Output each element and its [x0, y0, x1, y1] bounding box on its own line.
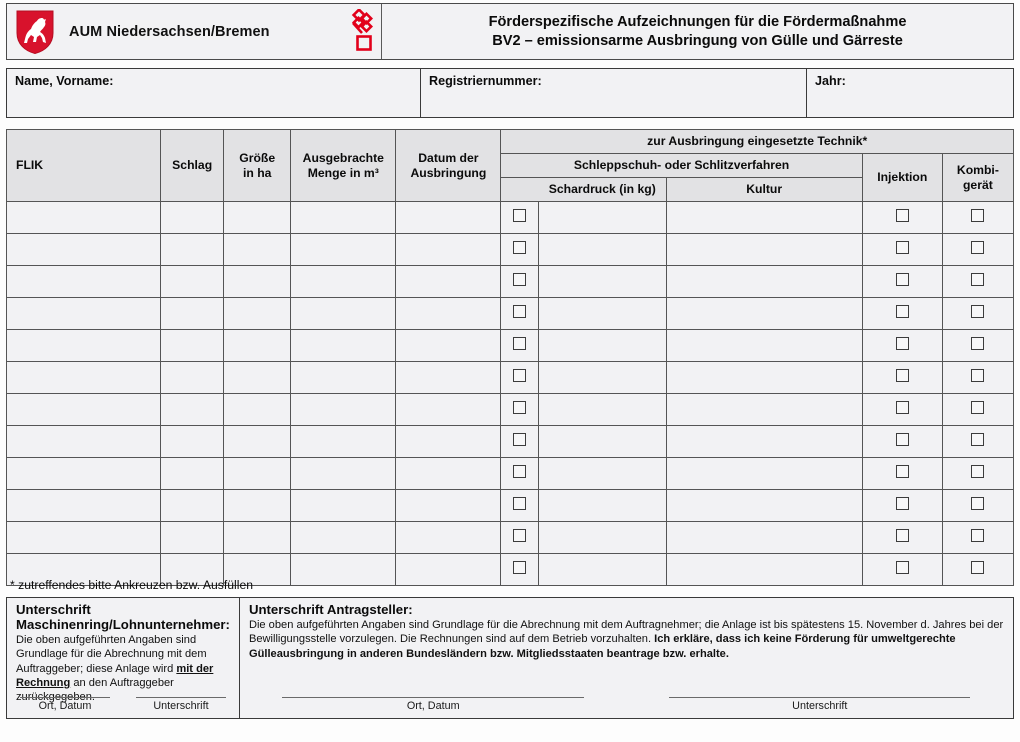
checkbox-kombigeraet[interactable] — [942, 298, 1013, 330]
lower-saxony-horse-crest-icon — [15, 9, 55, 55]
cell-datum[interactable] — [396, 394, 501, 426]
checkbox-schleppschuh-box[interactable] — [513, 529, 526, 542]
checkbox-kombigeraet-box[interactable] — [971, 465, 984, 478]
checkbox-kombigeraet-box[interactable] — [971, 497, 984, 510]
bremen-key-icon — [338, 9, 374, 55]
cell-flik[interactable] — [7, 330, 161, 362]
checkbox-kombigeraet[interactable] — [942, 266, 1013, 298]
cell-flik[interactable] — [7, 234, 161, 266]
applicant-place-date-label: Ort, Datum — [406, 700, 460, 712]
cell-schlag[interactable] — [161, 266, 224, 298]
signature-block-contractor — [7, 598, 240, 718]
applicant-signature-lines — [240, 697, 1013, 712]
title-line-2: BV2 – emissionsarme Ausbringung von Gülle und Gärreste — [492, 32, 903, 49]
checkbox-schleppschuh-box[interactable] — [513, 273, 526, 286]
cell-flik[interactable] — [7, 202, 161, 234]
checkbox-injektion-box[interactable] — [896, 433, 909, 446]
cell-flik[interactable] — [7, 426, 161, 458]
cell-kultur[interactable] — [666, 298, 862, 330]
col-header-technik-group: zur Ausbringung eingesetzte Technik* — [501, 130, 1014, 154]
checkbox-kombigeraet[interactable] — [942, 394, 1013, 426]
checkbox-schleppschuh[interactable] — [501, 554, 539, 586]
checkbox-injektion[interactable] — [862, 554, 942, 586]
cell-kultur[interactable] — [666, 362, 862, 394]
table-row — [7, 426, 1014, 458]
checkbox-injektion[interactable] — [862, 394, 942, 426]
cell-schardruck[interactable] — [539, 298, 666, 330]
table-row — [7, 202, 1014, 234]
cell-datum[interactable] — [396, 202, 501, 234]
signature-block-applicant — [240, 598, 1013, 718]
table-row — [7, 298, 1014, 330]
checkbox-kombigeraet[interactable] — [942, 202, 1013, 234]
cell-schlag[interactable] — [161, 458, 224, 490]
title-line-1: Förderspezifische Aufzeichnungen für die Fördermaßnahme — [488, 13, 907, 30]
cell-flik[interactable] — [7, 266, 161, 298]
menge-line-1: Ausgebrachte — [302, 151, 384, 165]
cell-menge[interactable] — [291, 330, 396, 362]
checkbox-kombigeraet[interactable] — [942, 554, 1013, 586]
col-header-menge — [291, 130, 396, 202]
checkbox-kombigeraet[interactable] — [942, 458, 1013, 490]
checkbox-schleppschuh-box[interactable] — [513, 369, 526, 382]
document-header — [6, 3, 1014, 60]
checkbox-injektion-box[interactable] — [896, 337, 909, 350]
applicant-place-date-rule — [282, 697, 583, 698]
identity-row — [6, 68, 1014, 118]
cell-flik[interactable] — [7, 362, 161, 394]
col-header-schlag: Schlag — [161, 130, 224, 202]
checkbox-kombigeraet-box[interactable] — [971, 529, 984, 542]
checkbox-schleppschuh[interactable] — [501, 458, 539, 490]
signature-section — [6, 597, 1014, 719]
applicant-signature-rule — [669, 697, 970, 698]
checkbox-injektion[interactable] — [862, 330, 942, 362]
checkbox-schleppschuh[interactable] — [501, 234, 539, 266]
contractor-body-part2: an den Auftraggeber zurückgegeben. — [16, 676, 174, 704]
cell-groesse[interactable] — [224, 362, 291, 394]
cell-schardruck[interactable] — [539, 554, 666, 586]
contractor-body-emphasis: mit der Rechnung — [16, 662, 214, 689]
cell-menge[interactable] — [291, 266, 396, 298]
cell-groesse[interactable] — [224, 490, 291, 522]
checkbox-injektion-box[interactable] — [896, 401, 909, 414]
cell-menge[interactable] — [291, 426, 396, 458]
applicant-title: Unterschrift Antragsteller: — [248, 602, 413, 617]
contractor-signature-rule — [136, 697, 226, 698]
contractor-place-date-rule — [20, 697, 110, 698]
checkbox-injektion-box[interactable] — [896, 369, 909, 382]
cell-schardruck[interactable] — [539, 522, 666, 554]
cell-kultur[interactable] — [666, 522, 862, 554]
brand-cell — [7, 4, 382, 59]
year-label: Jahr: — [815, 74, 846, 88]
cell-schardruck[interactable] — [539, 426, 666, 458]
checkbox-injektion-box[interactable] — [896, 529, 909, 542]
checkbox-kombigeraet[interactable] — [942, 234, 1013, 266]
cell-schlag[interactable] — [161, 234, 224, 266]
cell-groesse[interactable] — [224, 266, 291, 298]
cell-kultur[interactable] — [666, 266, 862, 298]
checkbox-kombigeraet-box[interactable] — [971, 401, 984, 414]
cell-flik[interactable] — [7, 394, 161, 426]
contractor-signature-lines — [7, 697, 239, 712]
cell-menge[interactable] — [291, 554, 396, 586]
checkbox-kombigeraet-box[interactable] — [971, 433, 984, 446]
cell-kultur[interactable] — [666, 490, 862, 522]
checkbox-injektion-box[interactable] — [896, 497, 909, 510]
cell-flik[interactable] — [7, 490, 161, 522]
cell-menge[interactable] — [291, 298, 396, 330]
col-header-datum — [396, 130, 501, 202]
contractor-signature-label: Unterschrift — [153, 700, 209, 712]
checkbox-kombigeraet[interactable] — [942, 330, 1013, 362]
cell-datum[interactable] — [396, 330, 501, 362]
applicant-body — [249, 618, 1004, 661]
footnote-text: * zutreffendes bitte Ankreuzen bzw. Ausfüllen — [10, 578, 254, 592]
checkbox-schleppschuh[interactable] — [501, 426, 539, 458]
cell-menge[interactable] — [291, 522, 396, 554]
cell-menge[interactable] — [291, 234, 396, 266]
cell-schlag[interactable] — [161, 426, 224, 458]
cell-schardruck[interactable] — [539, 458, 666, 490]
checkbox-schleppschuh[interactable] — [501, 522, 539, 554]
cell-schlag[interactable] — [161, 202, 224, 234]
applicant-signature-label: Unterschrift — [792, 700, 848, 712]
datum-line-1: Datum der — [418, 151, 479, 165]
brand-label: AUM Niedersachsen/Bremen — [69, 23, 270, 40]
col-header-schleppschuh-checkbox — [501, 178, 539, 202]
table-head — [7, 130, 1014, 202]
cell-groesse[interactable] — [224, 202, 291, 234]
cell-datum[interactable] — [396, 490, 501, 522]
checkbox-schleppschuh[interactable] — [501, 330, 539, 362]
cell-menge[interactable] — [291, 362, 396, 394]
checkbox-schleppschuh-box[interactable] — [513, 465, 526, 478]
checkbox-kombigeraet-box[interactable] — [971, 209, 984, 222]
checkbox-kombigeraet[interactable] — [942, 362, 1013, 394]
checkbox-schleppschuh[interactable] — [501, 362, 539, 394]
cell-menge[interactable] — [291, 202, 396, 234]
checkbox-injektion[interactable] — [862, 234, 942, 266]
cell-schardruck[interactable] — [539, 394, 666, 426]
table-row — [7, 330, 1014, 362]
contractor-body-part1: Die oben aufgeführten Angaben sind Grundlage für die Abrechnung mit dem Auftraggeber; diese Anlage wird — [16, 634, 207, 675]
checkbox-schleppschuh-box[interactable] — [513, 497, 526, 510]
checkbox-schleppschuh[interactable] — [501, 266, 539, 298]
groesse-line-1: Größe — [239, 151, 276, 165]
table-body — [7, 202, 1014, 586]
cell-kultur[interactable] — [666, 394, 862, 426]
checkbox-kombigeraet-box[interactable] — [971, 305, 984, 318]
checkbox-injektion[interactable] — [862, 458, 942, 490]
records-table — [6, 129, 1014, 586]
checkbox-injektion-box[interactable] — [896, 305, 909, 318]
cell-kultur[interactable] — [666, 330, 862, 362]
table-row — [7, 266, 1014, 298]
contractor-signature-slot[interactable] — [123, 697, 239, 712]
checkbox-schleppschuh-box[interactable] — [513, 241, 526, 254]
checkbox-injektion-box[interactable] — [896, 241, 909, 254]
cell-menge[interactable] — [291, 394, 396, 426]
document-title — [382, 4, 1013, 59]
cell-datum[interactable] — [396, 234, 501, 266]
cell-groesse[interactable] — [224, 458, 291, 490]
cell-flik[interactable] — [7, 458, 161, 490]
year-field-cell[interactable] — [807, 69, 1013, 117]
checkbox-injektion[interactable] — [862, 202, 942, 234]
cell-kultur[interactable] — [666, 426, 862, 458]
checkbox-kombigeraet-box[interactable] — [971, 273, 984, 286]
checkbox-schleppschuh[interactable] — [501, 490, 539, 522]
checkbox-injektion[interactable] — [862, 522, 942, 554]
checkbox-kombigeraet-box[interactable] — [971, 337, 984, 350]
checkbox-kombigeraet-box[interactable] — [971, 561, 984, 574]
cell-kultur[interactable] — [666, 554, 862, 586]
header-row-1 — [7, 130, 1014, 154]
checkbox-schleppschuh-box[interactable] — [513, 337, 526, 350]
cell-schlag[interactable] — [161, 362, 224, 394]
checkbox-injektion-box[interactable] — [896, 273, 909, 286]
checkbox-kombigeraet[interactable] — [942, 490, 1013, 522]
table-row — [7, 490, 1014, 522]
table-row — [7, 522, 1014, 554]
kombi-line-2: gerät — [962, 177, 993, 192]
applicant-body-part1: Die oben aufgeführten Angaben sind Grundlage für die Abrechnung mit dem Auftragnehmer; die Anlage ist bis spätestens 15. November d. Jahres bei der Bewilligungsstelle vorzulegen. Die Rechnungen sind auf dem Betrieb vorzuhalten. — [248, 619, 1004, 646]
checkbox-schleppschuh-box[interactable] — [513, 305, 526, 318]
checkbox-schleppschuh-box[interactable] — [513, 401, 526, 414]
cell-groesse[interactable] — [224, 234, 291, 266]
contractor-title: Unterschrift Maschinenring/Lohnunternehmer: — [16, 602, 230, 632]
checkbox-kombigeraet[interactable] — [942, 426, 1013, 458]
contractor-place-date-slot[interactable] — [7, 697, 123, 712]
cell-schlag[interactable] — [161, 394, 224, 426]
checkbox-injektion[interactable] — [862, 490, 942, 522]
col-header-groesse — [224, 130, 291, 202]
cell-schardruck[interactable] — [539, 330, 666, 362]
cell-datum[interactable] — [396, 362, 501, 394]
cell-schardruck[interactable] — [539, 234, 666, 266]
menge-line-2: Menge in m³ — [307, 165, 379, 180]
datum-line-2: Ausbringung — [410, 165, 487, 180]
kombi-line-1: Kombi- — [956, 163, 999, 177]
cell-schardruck[interactable] — [539, 202, 666, 234]
checkbox-injektion[interactable] — [862, 298, 942, 330]
checkbox-injektion-box[interactable] — [896, 209, 909, 222]
checkbox-schleppschuh-box[interactable] — [513, 561, 526, 574]
col-header-kultur: Kultur — [666, 178, 862, 202]
cell-datum[interactable] — [396, 554, 501, 586]
groesse-line-2: in ha — [242, 165, 272, 180]
cell-schardruck[interactable] — [539, 362, 666, 394]
checkbox-kombigeraet-box[interactable] — [971, 241, 984, 254]
cell-schardruck[interactable] — [539, 490, 666, 522]
checkbox-schleppschuh[interactable] — [501, 202, 539, 234]
checkbox-schleppschuh-box[interactable] — [513, 209, 526, 222]
checkbox-schleppschuh[interactable] — [501, 298, 539, 330]
cell-datum[interactable] — [396, 426, 501, 458]
cell-schlag[interactable] — [161, 298, 224, 330]
table-row — [7, 458, 1014, 490]
cell-schlag[interactable] — [161, 522, 224, 554]
cell-groesse[interactable] — [224, 330, 291, 362]
table-row — [7, 234, 1014, 266]
checkbox-injektion[interactable] — [862, 266, 942, 298]
cell-menge[interactable] — [291, 490, 396, 522]
cell-kultur[interactable] — [666, 458, 862, 490]
checkbox-injektion[interactable] — [862, 362, 942, 394]
name-label: Name, Vorname: — [15, 74, 114, 88]
table-row — [7, 362, 1014, 394]
cell-datum[interactable] — [396, 298, 501, 330]
cell-groesse[interactable] — [224, 426, 291, 458]
checkbox-schleppschuh[interactable] — [501, 394, 539, 426]
cell-schlag[interactable] — [161, 490, 224, 522]
checkbox-injektion-box[interactable] — [896, 465, 909, 478]
applicant-body-emphasis: Ich erkläre, dass ich keine Förderung für umweltgerechte Gülleausbringung in anderen Bundesländern bzw. Mitgliedsstaaten beantrage bzw. erhalte. — [248, 633, 956, 660]
cell-menge[interactable] — [291, 458, 396, 490]
cell-datum[interactable] — [396, 522, 501, 554]
cell-flik[interactable] — [7, 522, 161, 554]
col-header-injektion: Injektion — [862, 154, 942, 202]
col-header-schardruck: Schardruck (in kg) — [539, 178, 666, 202]
checkbox-kombigeraet[interactable] — [942, 522, 1013, 554]
cell-kultur[interactable] — [666, 202, 862, 234]
col-header-kombigeraet — [942, 154, 1013, 202]
cell-groesse[interactable] — [224, 394, 291, 426]
contractor-body — [16, 633, 230, 704]
cell-datum[interactable] — [396, 266, 501, 298]
cell-groesse[interactable] — [224, 298, 291, 330]
applicant-signature-slot[interactable] — [626, 697, 1013, 712]
contractor-place-date-label: Ort, Datum — [38, 700, 92, 712]
cell-groesse[interactable] — [224, 522, 291, 554]
col-header-flik: FLIK — [7, 130, 161, 202]
checkbox-injektion[interactable] — [862, 426, 942, 458]
registration-field-cell[interactable] — [421, 69, 807, 117]
cell-kultur[interactable] — [666, 234, 862, 266]
col-header-schleppschuh-group: Schleppschuh- oder Schlitzverfahren — [501, 154, 862, 178]
checkbox-injektion-box[interactable] — [896, 561, 909, 574]
cell-schardruck[interactable] — [539, 266, 666, 298]
applicant-place-date-slot[interactable] — [240, 697, 627, 712]
cell-flik[interactable] — [7, 298, 161, 330]
registration-label: Registriernummer: — [429, 74, 542, 88]
cell-datum[interactable] — [396, 458, 501, 490]
checkbox-kombigeraet-box[interactable] — [971, 369, 984, 382]
name-field-cell[interactable] — [7, 69, 421, 117]
cell-schlag[interactable] — [161, 330, 224, 362]
table-row — [7, 394, 1014, 426]
checkbox-schleppschuh-box[interactable] — [513, 433, 526, 446]
